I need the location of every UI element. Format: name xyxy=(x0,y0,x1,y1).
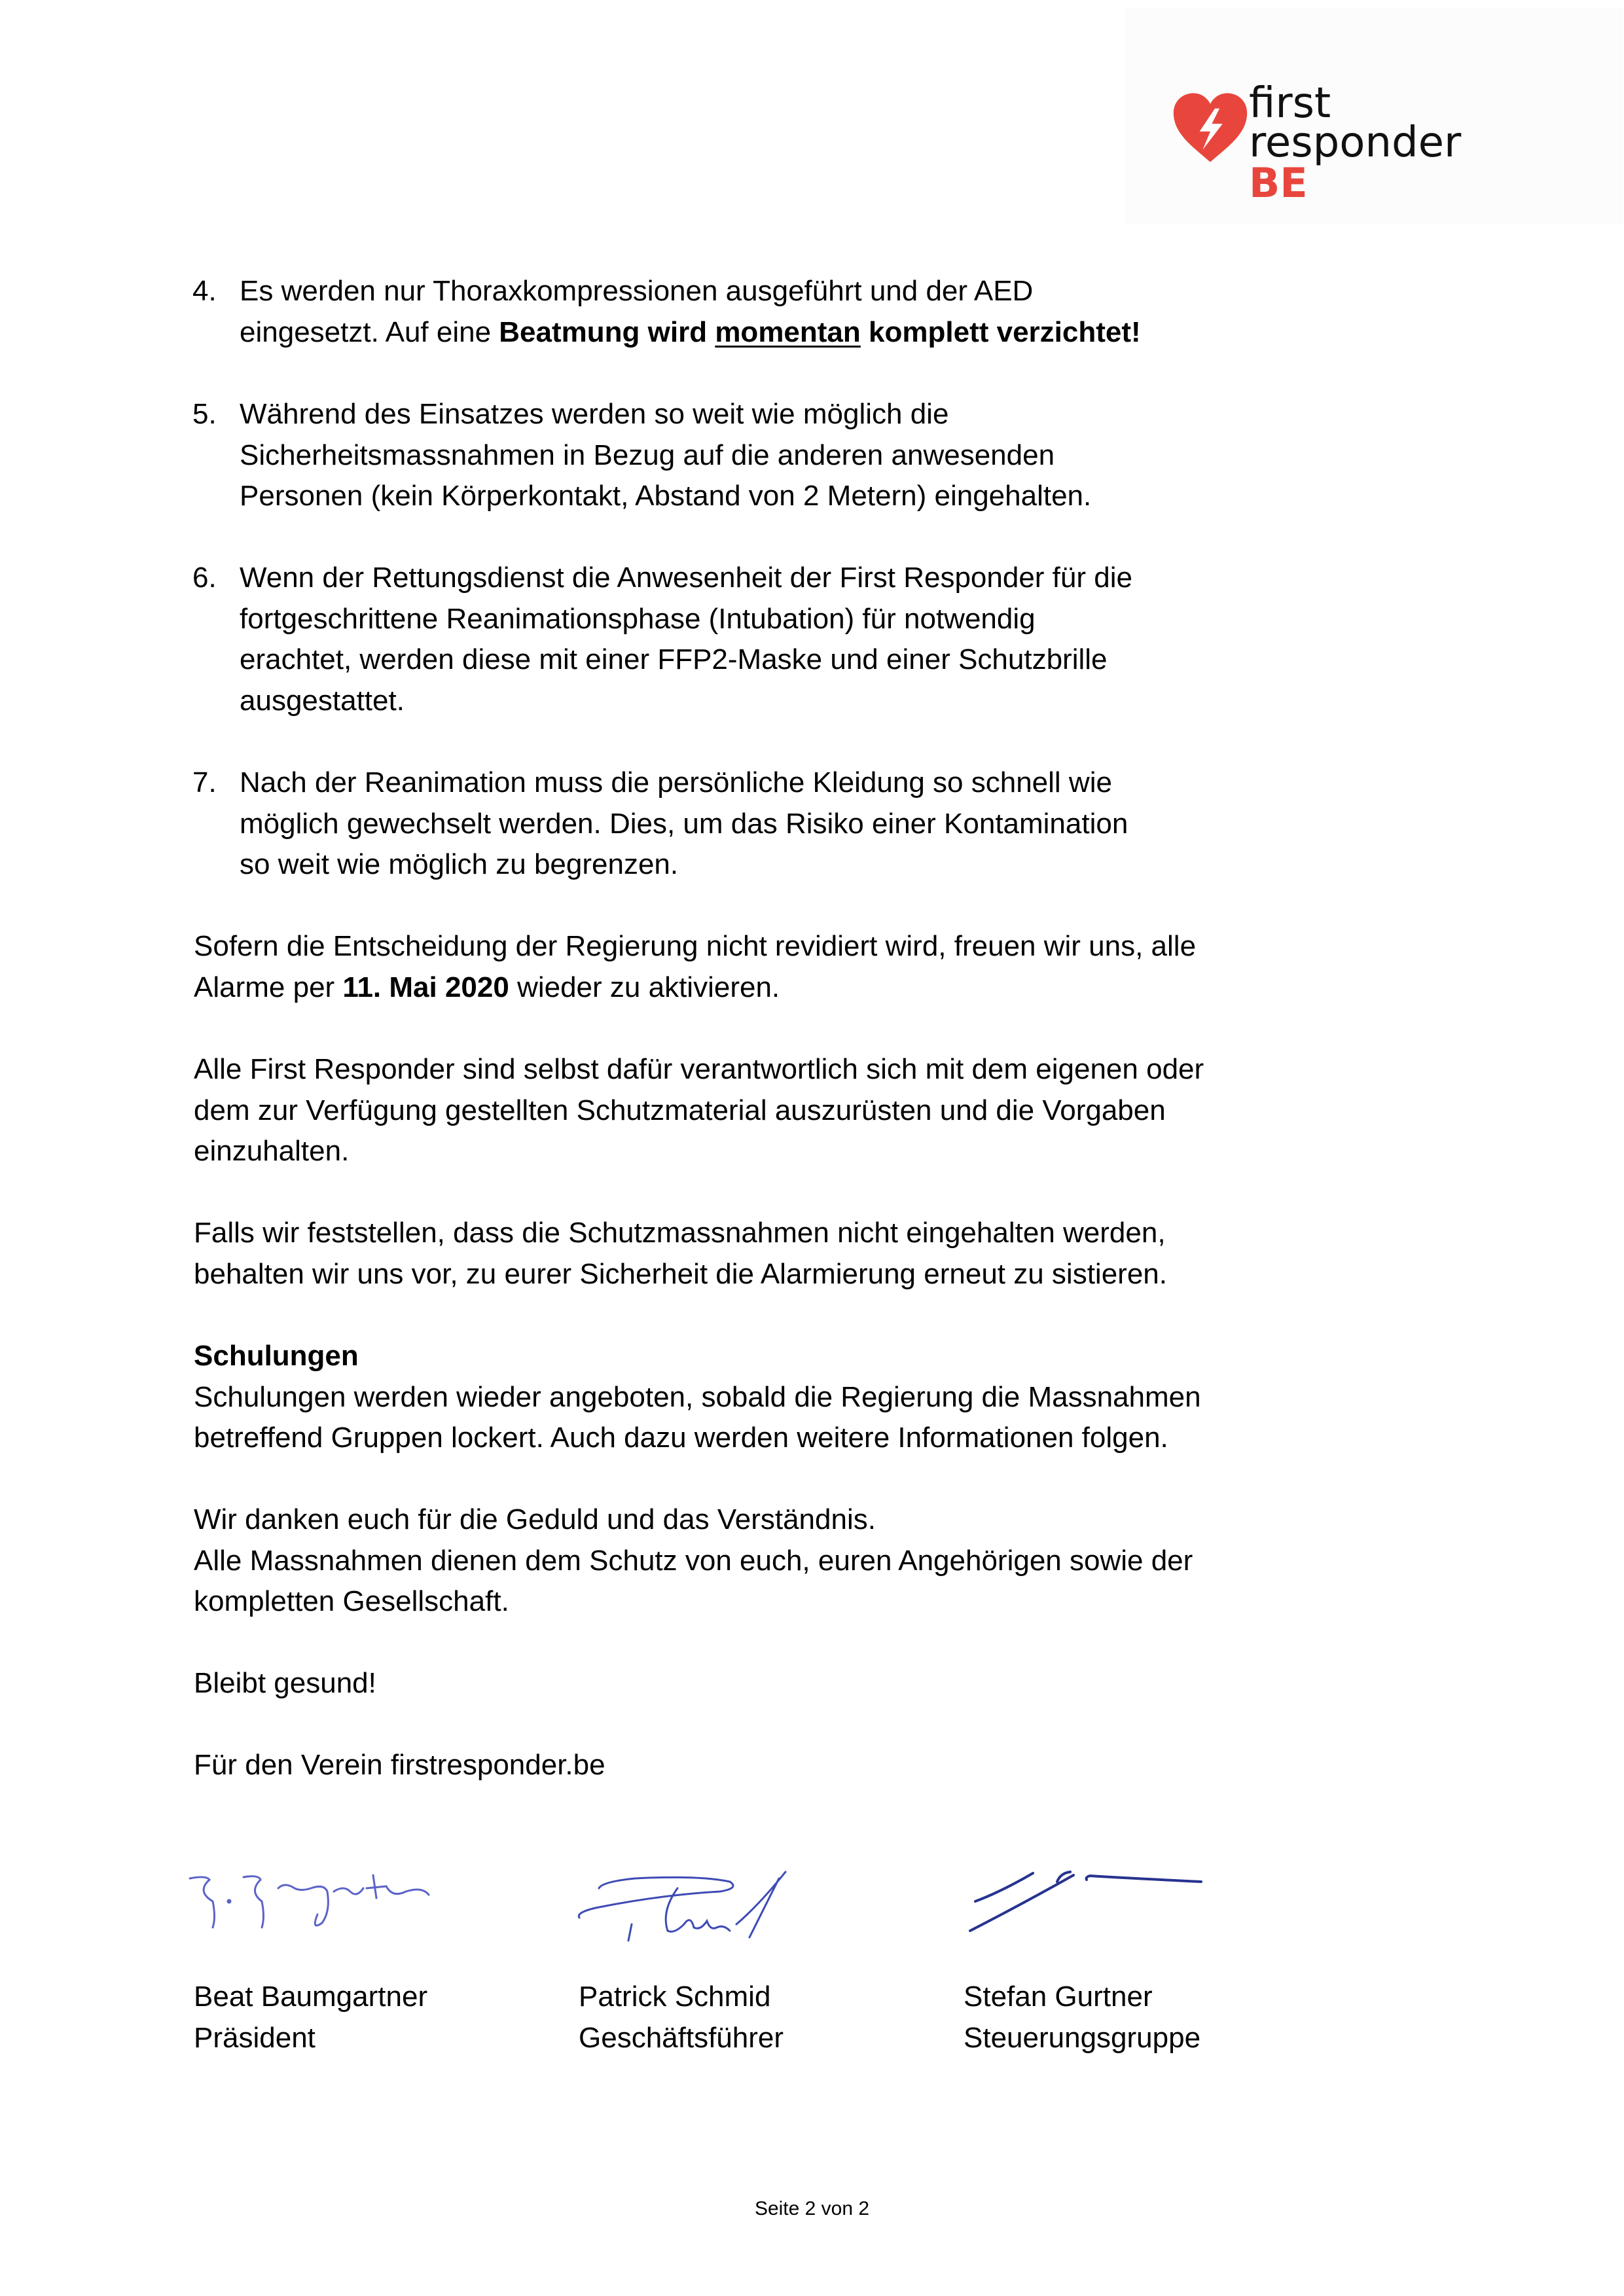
list-number: 7. xyxy=(192,766,217,798)
farewell-line xyxy=(194,1663,376,1704)
paragraph-line: betreffend Gruppen lockert. Auch dazu werden weitere Informationen folgen. xyxy=(194,1422,1168,1454)
paragraph-line: einzuhalten. xyxy=(194,1135,350,1167)
training-section xyxy=(194,1336,1201,1459)
signature-schmid xyxy=(569,1852,864,1957)
list-line: Nach der Reanimation muss die persönliche Kleidung so schnell wie xyxy=(240,766,1112,798)
signatory-name: Patrick Schmid xyxy=(579,1981,771,2013)
list-line xyxy=(240,312,1141,353)
reactivation-paragraph xyxy=(194,926,1196,1008)
paragraph-line: Schulungen werden wieder angeboten, sobald die Regierung die Massnahmen xyxy=(194,1380,1201,1413)
list-line: erachtet, werden diese mit einer FFP2-Maske und einer Schutzbrille xyxy=(240,643,1108,675)
logo-line-first: first xyxy=(1249,79,1331,128)
section-heading: Schulungen xyxy=(194,1340,359,1372)
logo-line-responder: responder xyxy=(1249,118,1462,167)
paragraph-text: wieder zu aktivieren. xyxy=(509,971,780,1003)
list-item-7 xyxy=(192,762,1128,886)
list-number: 4. xyxy=(192,275,217,307)
signatory-role: Präsident xyxy=(194,2021,316,2054)
list-text: eingesetzt. Auf eine xyxy=(240,315,499,348)
warning-paragraph xyxy=(194,1213,1167,1295)
paragraph-line: dem zur Verfügung gestellten Schutzmaterial auszurüsten und die Vorgaben xyxy=(194,1094,1166,1126)
signature-gurtner xyxy=(962,1852,1224,1937)
paragraph-line: Alle First Responder sind selbst dafür verantwortlich sich mit dem eigenen oder xyxy=(194,1053,1204,1085)
thanks-paragraph xyxy=(194,1499,1193,1623)
paragraph-line: Alle Massnahmen dienen dem Schutz von euch, euren Angehörigen sowie der xyxy=(194,1544,1193,1577)
farewell-text: Bleibt gesund! xyxy=(194,1667,376,1699)
list-line: ausgestattet. xyxy=(240,684,405,717)
paragraph-line xyxy=(194,967,1196,1009)
list-line: Es werden nur Thoraxkompressionen ausgeführt und der AED xyxy=(240,275,1034,307)
paragraph-line: Sofern die Entscheidung der Regierung nicht revidiert wird, freuen wir uns, alle xyxy=(194,930,1197,962)
logo-wordmark xyxy=(1249,79,1462,207)
closing-line xyxy=(194,1745,605,1786)
list-line: möglich gewechselt werden. Dies, um das Risiko einer Kontamination xyxy=(240,807,1128,840)
page-number-footer: Seite 2 von 2 xyxy=(754,2198,870,2219)
paragraph-line: kompletten Gesellschaft. xyxy=(194,1585,509,1617)
logo-line-be: BE xyxy=(1249,159,1308,207)
signatory-name: Stefan Gurtner xyxy=(964,1981,1153,2013)
signatory-2 xyxy=(579,1977,784,2058)
closing-text: Für den Verein firstresponder.be xyxy=(194,1749,605,1781)
signatory-3 xyxy=(964,1977,1200,2058)
list-line: fortgeschrittene Reanimationsphase (Intubation) für notwendig xyxy=(240,602,1036,635)
signatory-1 xyxy=(194,1977,427,2058)
list-line: Während des Einsatzes werden so weit wie möglich die xyxy=(240,398,949,430)
list-item-4 xyxy=(192,271,1141,353)
signature-baumgartner xyxy=(177,1852,491,1950)
list-number: 5. xyxy=(192,398,217,430)
emphasis-underlined-text: momentan xyxy=(715,315,861,348)
reactivation-date: 11. Mai 2020 xyxy=(342,971,509,1003)
signatory-role: Steuerungsgruppe xyxy=(964,2021,1201,2054)
list-line: Wenn der Rettungsdienst die Anwesenheit der First Responder für die xyxy=(240,562,1132,594)
list-item-5 xyxy=(192,394,1092,517)
paragraph-text: Alarme per xyxy=(194,971,343,1003)
signatory-name: Beat Baumgartner xyxy=(194,1981,428,2013)
list-item-6 xyxy=(192,558,1132,721)
responsibility-paragraph xyxy=(194,1049,1204,1172)
paragraph-line: behalten wir uns vor, zu eurer Sicherheit die Alarmierung erneut zu sistieren. xyxy=(194,1257,1167,1290)
emphasis-text: Beatmung wird xyxy=(499,315,715,348)
paragraph-line: Falls wir feststellen, dass die Schutzmassnahmen nicht eingehalten werden, xyxy=(194,1217,1166,1249)
list-number: 6. xyxy=(192,562,217,594)
signatory-role: Geschäftsführer xyxy=(579,2021,784,2054)
list-line: Sicherheitsmassnahmen in Bezug auf die anderen anwesenden xyxy=(240,439,1055,471)
emphasis-text: komplett verzichtet! xyxy=(860,315,1141,348)
paragraph-line: Wir danken euch für die Geduld und das Verständnis. xyxy=(194,1503,876,1535)
list-line: so weit wie möglich zu begrenzen. xyxy=(240,848,679,880)
list-line: Personen (kein Körperkontakt, Abstand von 2 Metern) eingehalten. xyxy=(240,480,1092,512)
heart-lightning-icon xyxy=(1172,92,1249,164)
